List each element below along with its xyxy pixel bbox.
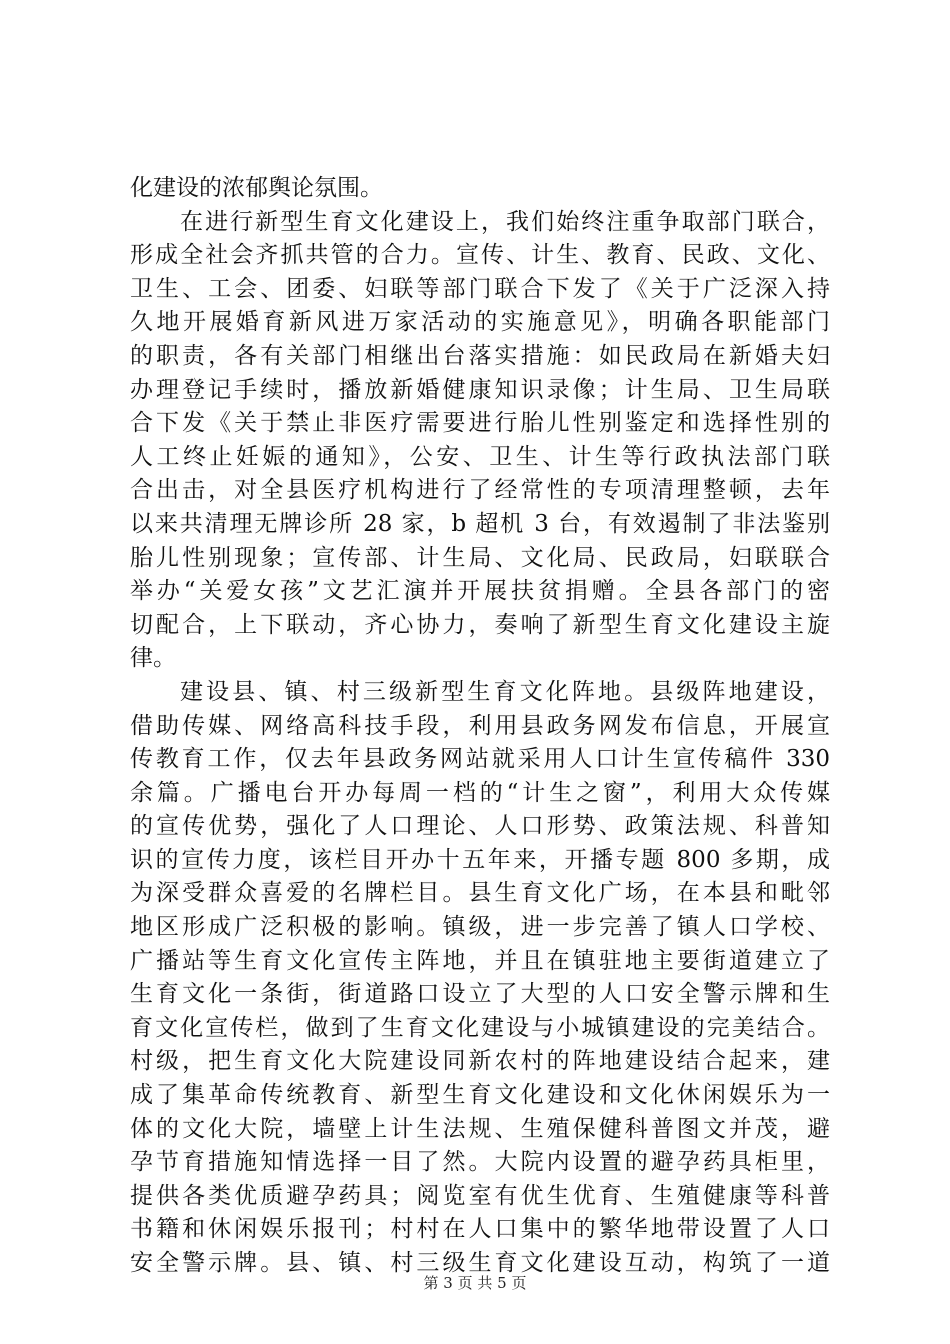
text-line: 孕节育措施知情选择一目了然。大院内设置的避孕药具柜里，: [130, 1149, 830, 1176]
text-line: 广播站等生育文化宣传主阵地，并且在镇驻地主要街道建立了: [130, 947, 830, 974]
text-line: 合下发《关于禁止非医疗需要进行胎儿性别鉴定和选择性别的: [130, 410, 830, 437]
text-line: 安全警示牌。县、镇、村三级生育文化建设互动，构筑了一道: [130, 1250, 830, 1276]
text-line: 人工终止妊娠的通知》，公安、卫生、计生等行政执法部门联: [130, 443, 830, 470]
text-line: 借助传媒、网络高科技手段，利用县政务网发布信息，开展宣: [130, 712, 830, 739]
text-line: 卫生、工会、团委、妇联等部门联合下发了《关于广泛深入持: [130, 275, 830, 302]
text-line: 化建设的浓郁舆论氛围。: [130, 175, 383, 201]
page-footer: 第 3 页 共 5 页: [423, 1274, 527, 1292]
text-line: 形成全社会齐抓共管的合力。宣传、计生、教育、民政、文化、: [130, 242, 830, 269]
text-line: 地区形成广泛积极的影响。镇级，进一步完善了镇人口学校、: [130, 914, 830, 941]
text-line: 余篇。广播电台开办每周一档的“计生之窗”，利用大众传媒: [130, 779, 830, 806]
text-line: 举办“关爱女孩”文艺汇演并开展扶贫捐赠。全县各部门的密: [130, 578, 830, 605]
text-line: 的职责，各有关部门相继出台落实措施：如民政局在新婚夫妇: [130, 342, 830, 369]
text-line: 律。: [130, 645, 176, 672]
text-line: 传教育工作，仅去年县政务网站就采用人口计生宣传稿件 330: [130, 746, 830, 773]
text-line: 在进行新型生育文化建设上，我们始终注重争取部门联合，: [180, 208, 830, 235]
text-line: 体的文化大院，墙壁上计生法规、生殖保健科普图文并茂，避: [130, 1115, 830, 1142]
text-line: 切配合，上下联动，齐心协力，奏响了新型生育文化建设主旋: [130, 611, 830, 638]
text-line: 办理登记手续时，播放新婚健康知识录像；计生局、卫生局联: [130, 376, 830, 403]
text-line: 育文化宣传栏，做到了生育文化建设与小城镇建设的完美结合。: [130, 1014, 830, 1041]
text-line: 生育文化一条街，街道路口设立了大型的人口安全警示牌和生: [130, 981, 830, 1008]
paragraph: [130, 676, 830, 1281]
text-line: 书籍和休闲娱乐报刊；村村在人口集中的繁华地带设置了人口: [130, 1216, 830, 1243]
text-line: 成了集革命传统教育、新型生育文化建设和文化休闲娱乐为一: [130, 1082, 830, 1109]
document-body: [130, 172, 830, 1281]
text-line: 提供各类优质避孕药具；阅览室有优生优育、生殖健康等科普: [130, 1182, 830, 1209]
text-line: 胎儿性别现象；宣传部、计生局、文化局、民政局，妇联联合: [130, 544, 830, 571]
text-line: 久地开展婚育新风进万家活动的实施意见》，明确各职能部门: [130, 309, 830, 336]
text-line: 建设县、镇、村三级新型生育文化阵地。县级阵地建设，: [180, 678, 830, 705]
text-line: 以来共清理无牌诊所 28 家，b 超机 3 台，有效遏制了非法鉴别: [130, 510, 830, 537]
text-line: 村级，把生育文化大院建设同新农村的阵地建设结合起来，建: [130, 1048, 830, 1075]
paragraph: [130, 206, 830, 676]
text-line: 为深受群众喜爱的名牌栏目。县生育文化广场，在本县和毗邻: [130, 880, 830, 907]
text-line: 的宣传优势，强化了人口理论、人口形势、政策法规、科普知: [130, 813, 830, 840]
paragraph: [130, 172, 830, 206]
text-line: 合出击，对全县医疗机构进行了经常性的专项清理整顿，去年: [130, 477, 830, 504]
text-line: 识的宣传力度，该栏目开办十五年来，开播专题 800 多期，成: [130, 846, 830, 873]
